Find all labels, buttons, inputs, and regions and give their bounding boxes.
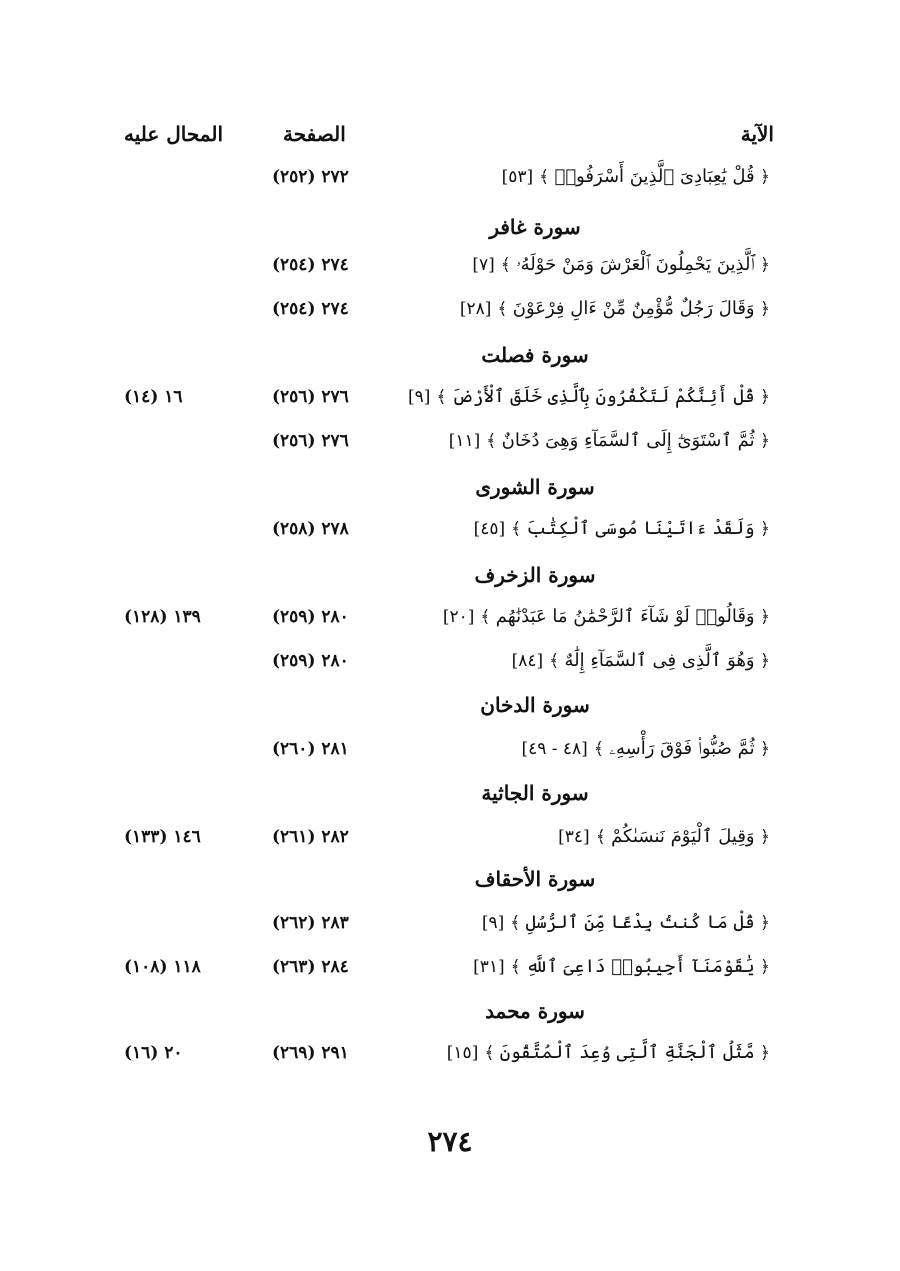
ornate-bracket-open-icon: ﴿ <box>754 299 770 319</box>
verse-text: قُلْ يَٰعِبَادِىَ ٱلَّذِينَ أَسْرَفُوا۟ <box>554 166 755 187</box>
verse-cell <box>482 906 770 940</box>
index-row <box>0 906 900 940</box>
page-ref: ٢٧٨ (٢٥٨) <box>272 519 349 539</box>
surah-title: سورة الزخرف <box>474 563 596 587</box>
verse-cell <box>502 160 770 194</box>
verse-cell <box>447 1036 770 1070</box>
surah-title: سورة الأحقاف <box>474 867 596 891</box>
verse-number: [٩] <box>408 387 431 407</box>
verse-number: [١٥] <box>446 1043 479 1063</box>
ornate-bracket-open-icon: ﴿ <box>754 167 770 187</box>
ornate-bracket-close-icon: ﴾ <box>549 651 565 671</box>
verse-text: وَقِيلَ ٱلْيَوْمَ نَنسَىٰكُمْ <box>611 826 755 847</box>
ornate-bracket-close-icon: ﴾ <box>593 739 610 759</box>
ornate-bracket-open-icon: ﴿ <box>754 387 770 407</box>
surah-title: سورة غافر <box>489 215 581 239</box>
verse-text: مَّثَلُ ٱلْجَنَّةِ ٱلَّتِى وُعِدَ ٱلْمُتَّقُونَ <box>499 1042 755 1063</box>
verse-cell <box>472 248 770 282</box>
ornate-bracket-open-icon: ﴿ <box>754 827 770 847</box>
verse-text: ثُمَّ ٱسْتَوَىٰٓ إِلَى ٱلسَّمَآءِ وَهِىَ دُخَانٌ <box>501 430 755 451</box>
verse-cell <box>449 424 770 458</box>
verse-cell <box>473 950 770 984</box>
page-ref: ٢٨٣ (٢٦٢) <box>272 913 349 933</box>
ornate-bracket-close-icon: ﴾ <box>500 255 517 275</box>
referred-ref: ١٣٩ (١٢٨) <box>124 607 201 627</box>
verse-cell <box>460 292 770 326</box>
page-ref: ٢٨٤ (٢٦٣) <box>272 957 349 977</box>
ornate-bracket-close-icon: ﴾ <box>511 519 527 539</box>
verse-number: [٥٣] <box>501 167 534 187</box>
verse-cell <box>521 732 770 766</box>
page-ref: ٢٩١ (٢٦٩) <box>272 1043 349 1063</box>
ornate-bracket-open-icon: ﴿ <box>754 431 770 451</box>
ornate-bracket-close-icon: ﴾ <box>510 913 526 933</box>
verse-number: [٢٨] <box>459 299 492 319</box>
header-page: الصفحة <box>283 122 346 146</box>
page-ref: ٢٧٤ (٢٥٤) <box>272 299 349 319</box>
verse-text: ٱلَّذِينَ يَحْمِلُونَ ٱلْعَرْشَ وَمَنْ حَوْلَهُۥ <box>516 254 755 275</box>
surah-title: سورة الشورى <box>475 475 595 499</box>
index-row <box>0 424 900 458</box>
surah-title: سورة فصلت <box>481 343 589 367</box>
index-row <box>0 732 900 766</box>
verse-cell <box>512 644 770 678</box>
ornate-bracket-close-icon: ﴾ <box>539 167 555 187</box>
verse-number: [٣١] <box>473 957 505 977</box>
ornate-bracket-open-icon: ﴿ <box>754 957 770 977</box>
verse-cell <box>558 820 770 854</box>
verse-text: وَقَالُوا۟ لَوْ شَآءَ ٱلرَّحْمَٰنُ مَا عَبَدْنَٰهُم <box>495 606 755 627</box>
ornate-bracket-close-icon: ﴾ <box>486 431 502 451</box>
index-row <box>0 820 900 854</box>
verse-text: وَلَقَدْ ءَاتَيْنَا مُوسَى ٱلْكِتَٰبَ <box>526 518 755 539</box>
verse-number: [١١] <box>448 431 481 451</box>
page-ref: ٢٧٢ (٢٥٢) <box>272 167 349 187</box>
page-number: ٢٧٤ <box>427 1125 473 1158</box>
verse-number: [٧] <box>472 255 495 275</box>
ornate-bracket-close-icon: ﴾ <box>595 827 612 847</box>
verse-number: [٤٥] <box>473 519 506 539</box>
verse-number: [٤٨ - ٤٩] <box>521 739 588 759</box>
ornate-bracket-close-icon: ﴾ <box>497 299 513 319</box>
ornate-bracket-open-icon: ﴿ <box>754 913 770 933</box>
ornate-bracket-open-icon: ﴿ <box>754 651 770 671</box>
verse-number: [٣٤] <box>558 827 590 847</box>
ornate-bracket-close-icon: ﴾ <box>484 1043 500 1063</box>
ornate-bracket-open-icon: ﴿ <box>754 519 770 539</box>
index-row <box>0 1036 900 1070</box>
referred-ref: ٢٠ (١٦) <box>124 1043 183 1063</box>
referred-ref: ١٤٦ (١٣٣) <box>124 827 201 847</box>
surah-title: سورة الجاثية <box>481 781 589 805</box>
page-ref: ٢٨٠ (٢٥٩) <box>272 651 349 671</box>
page-ref: ٢٧٦ (٢٥٦) <box>272 387 349 407</box>
verse-text: ثُمَّ صُبُّوا۟ فَوْقَ رَأْسِهِۦ <box>609 738 755 759</box>
ornate-bracket-open-icon: ﴿ <box>754 607 770 627</box>
referred-ref: ١١٨ (١٠٨) <box>124 957 201 977</box>
verse-number: [٢٠] <box>442 607 475 627</box>
index-row <box>0 160 900 194</box>
header-referred: المحال عليه <box>124 122 224 146</box>
ornate-bracket-open-icon: ﴿ <box>754 739 770 759</box>
verse-text: قُلْ أَئِنَّكُمْ لَتَكْفُرُونَ بِٱلَّذِى خَلَقَ ٱلْأَرْضَ <box>451 386 755 407</box>
ornate-bracket-open-icon: ﴿ <box>754 1043 770 1063</box>
verse-cell <box>408 380 770 414</box>
verse-text: وَهُوَ ٱلَّذِى فِى ٱلسَّمَآءِ إِلَٰهٌ <box>564 650 755 671</box>
index-row <box>0 644 900 678</box>
page-ref: ٢٧٤ (٢٥٤) <box>272 255 349 275</box>
index-row <box>0 380 900 414</box>
page-ref: ٢٧٦ (٢٥٦) <box>272 431 349 451</box>
index-row <box>0 512 900 546</box>
verse-number: [٩] <box>481 913 505 933</box>
surah-title: سورة محمد <box>485 999 585 1023</box>
page-ref: ٢٨٠ (٢٥٩) <box>272 607 349 627</box>
index-row <box>0 248 900 282</box>
verse-cell <box>443 600 770 634</box>
index-row <box>0 950 900 984</box>
ornate-bracket-open-icon: ﴿ <box>754 255 770 275</box>
verse-text: وَقَالَ رَجُلٌ مُّؤْمِنٌ مِّنْ ءَالِ فِرْعَوْنَ <box>512 298 755 319</box>
surah-title: سورة الدخان <box>480 693 590 717</box>
ornate-bracket-close-icon: ﴾ <box>436 387 452 407</box>
index-row <box>0 292 900 326</box>
ornate-bracket-close-icon: ﴾ <box>480 607 496 627</box>
index-row <box>0 600 900 634</box>
referred-ref: ١٦ (١٤) <box>124 387 183 407</box>
verse-number: [٨٤] <box>511 651 544 671</box>
verse-text: يَٰقَوْمَنَآ أَجِيبُوا۟ دَاعِىَ ٱللَّهِ <box>526 956 755 977</box>
page-ref: ٢٨٢ (٢٦١) <box>272 827 349 847</box>
ornate-bracket-close-icon: ﴾ <box>510 957 526 977</box>
page-ref: ٢٨١ (٢٦٠) <box>272 739 349 759</box>
verse-cell <box>474 512 770 546</box>
verse-text: قُلْ مَا كُنتُ بِدْعًا مِّنَ ٱلرُّسُلِ <box>525 912 755 933</box>
header-verse: الآية <box>740 122 774 146</box>
